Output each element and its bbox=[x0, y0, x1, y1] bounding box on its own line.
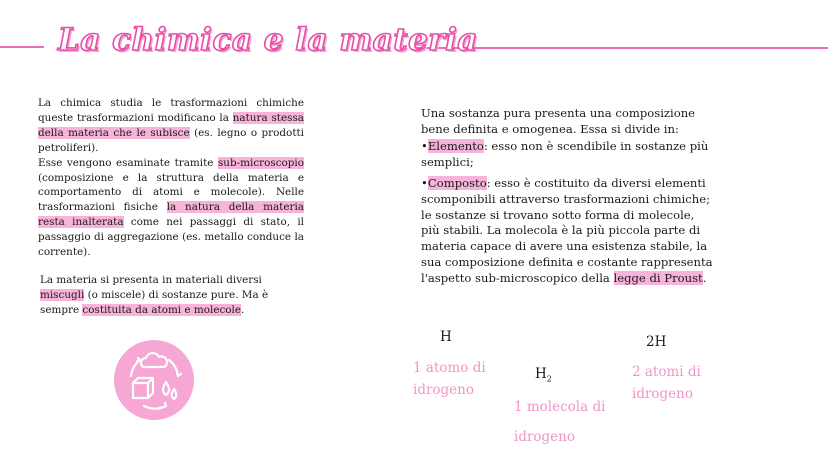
caption-line: idrogeno bbox=[413, 382, 474, 398]
text: . bbox=[702, 270, 707, 285]
elemento-item bbox=[421, 139, 713, 171]
highlight: Elemento bbox=[427, 139, 484, 153]
highlight: sub-microscopio bbox=[217, 156, 304, 169]
matter-states-icon bbox=[114, 340, 194, 420]
text: (o miscele) di sostanze pure. Ma è sempre bbox=[40, 288, 269, 316]
text: come nei passaggi di stato, il passaggio di aggregazione (es. metallo conduce la corrente). bbox=[38, 216, 305, 259]
bullet: • bbox=[421, 139, 428, 153]
highlight: costituita da atomi e molecole bbox=[82, 303, 242, 316]
formula-2h-caption bbox=[632, 361, 701, 405]
highlight: la natura della materia resta inalterata bbox=[38, 201, 304, 229]
formula-h-caption bbox=[413, 357, 486, 401]
caption-line: 2 atomi di bbox=[632, 364, 701, 380]
formula-2h: 2H bbox=[646, 334, 667, 350]
droplets-icon bbox=[163, 382, 176, 399]
text: (composizione e la struttura della materia e comportamento di atomi e molecole). Nelle trasformazioni fisiche bbox=[38, 171, 304, 214]
page-title: La chimica e la materia bbox=[58, 22, 478, 58]
left-paragraph-1 bbox=[38, 96, 304, 260]
highlight: miscugli bbox=[40, 288, 85, 301]
bullet: • bbox=[421, 176, 428, 190]
right-intro bbox=[421, 106, 713, 138]
text: La materia si presenta in materiali diversi bbox=[40, 274, 262, 286]
caption-line: 1 atomo di bbox=[413, 360, 486, 376]
text: . bbox=[241, 303, 245, 316]
subscript: 2 bbox=[546, 374, 552, 384]
text: : esso non è scendibile in sostanze più semplici; bbox=[421, 139, 709, 169]
title-rule-left bbox=[0, 46, 44, 48]
highlight: natura stessa della materia che le subisce bbox=[38, 111, 304, 139]
formula-h2-caption bbox=[514, 392, 605, 452]
composto-item bbox=[421, 176, 713, 287]
left-paragraph-2 bbox=[40, 273, 304, 318]
text: : esso è costituito da diversi elementi scomponibili attraverso trasformazioni chimiche; le sostanze si trovano sotto forma di molecole, più stabili. La molecola è la più piccola parte di materia capace di avere una esistenza stabile, la sua composizione definita e costante rappresenta l'aspetto sub-microscopico della bbox=[421, 176, 713, 285]
cloud-icon bbox=[141, 353, 167, 367]
highlight: Composto bbox=[427, 176, 487, 190]
symbol: H bbox=[535, 366, 547, 382]
text: La chimica studia le trasformazioni chimiche queste trasformazioni modificano la bbox=[38, 97, 304, 124]
text: Una sostanza pura presenta una composizione bene definita e omogenea. Essa si divide in: bbox=[421, 106, 696, 136]
formula-h2 bbox=[535, 366, 552, 384]
matter-icon-graphic bbox=[114, 340, 194, 420]
caption-line: 1 molecola di bbox=[514, 399, 606, 415]
highlight: legge di Proust bbox=[613, 270, 703, 285]
text: (es. legno o prodotti petroliferi). bbox=[38, 126, 304, 154]
caption-line: idrogeno bbox=[514, 429, 575, 445]
caption-line: idrogeno bbox=[632, 386, 693, 402]
cube-icon bbox=[133, 378, 153, 398]
text: Esse vengono esaminate tramite bbox=[38, 156, 218, 169]
formula-h: H bbox=[440, 329, 452, 345]
